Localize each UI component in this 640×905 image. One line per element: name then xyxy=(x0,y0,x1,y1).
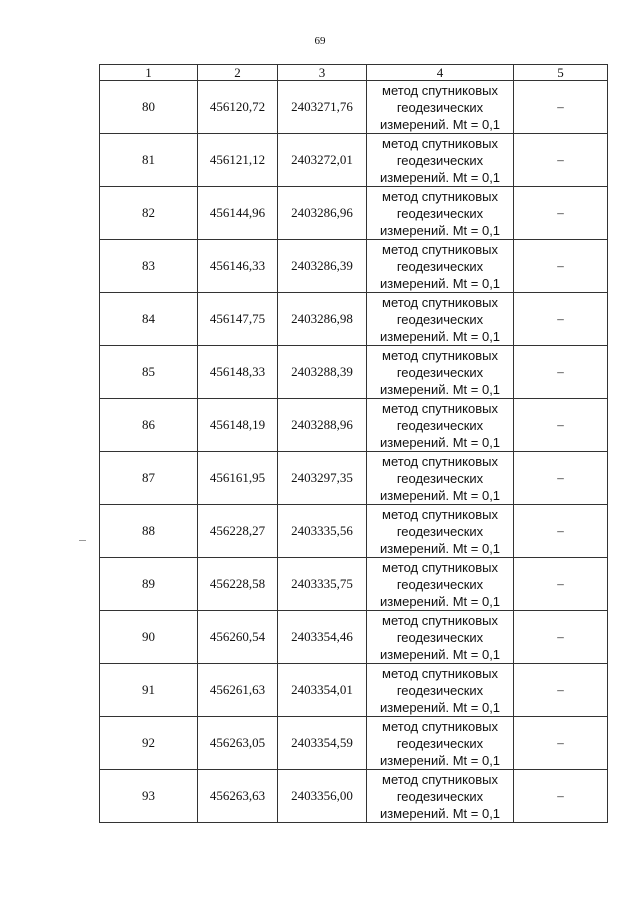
method-line: измерений. Mt = 0,1 xyxy=(379,593,501,609)
table-row xyxy=(100,399,608,452)
table-header-row xyxy=(100,65,608,81)
method-cell xyxy=(367,664,514,717)
method-cell xyxy=(367,611,514,664)
method-line: геодезических xyxy=(396,682,484,698)
note-cell: – xyxy=(514,187,608,240)
method-cell xyxy=(367,505,514,558)
method-line: геодезических xyxy=(396,788,484,804)
note-cell: – xyxy=(514,611,608,664)
method-line: измерений. Mt = 0,1 xyxy=(379,381,501,397)
table-row xyxy=(100,558,608,611)
method-line: геодезических xyxy=(396,523,484,539)
x-coordinate-cell: 456121,12 xyxy=(198,134,278,187)
x-coordinate-cell: 456147,75 xyxy=(198,293,278,346)
method-line: геодезических xyxy=(396,258,484,274)
note-cell: – xyxy=(514,399,608,452)
table-row xyxy=(100,187,608,240)
page-number: 69 xyxy=(314,35,326,47)
point-number-cell: 83 xyxy=(100,240,198,293)
method-line: измерений. Mt = 0,1 xyxy=(379,805,501,821)
point-number-cell: 85 xyxy=(100,346,198,399)
method-line: метод спутниковых xyxy=(382,400,498,416)
method-cell xyxy=(367,293,514,346)
y-coordinate-cell: 2403356,00 xyxy=(278,770,367,823)
point-number-cell: 84 xyxy=(100,293,198,346)
method-line: измерений. Mt = 0,1 xyxy=(379,328,501,344)
point-number-cell: 80 xyxy=(100,81,198,134)
point-number-cell: 92 xyxy=(100,717,198,770)
note-cell: – xyxy=(514,134,608,187)
method-line: метод спутниковых xyxy=(382,294,498,310)
x-coordinate-cell: 456263,05 xyxy=(198,717,278,770)
y-coordinate-cell: 2403288,39 xyxy=(278,346,367,399)
table-row xyxy=(100,81,608,134)
method-cell xyxy=(367,770,514,823)
method-line: метод спутниковых xyxy=(382,771,498,787)
table-row xyxy=(100,505,608,558)
table-row xyxy=(100,452,608,505)
point-number-cell: 87 xyxy=(100,452,198,505)
y-coordinate-cell: 2403335,75 xyxy=(278,558,367,611)
note-cell: – xyxy=(514,717,608,770)
method-cell xyxy=(367,134,514,187)
margin-mark xyxy=(79,540,86,541)
method-line: геодезических xyxy=(396,205,484,221)
table-row xyxy=(100,240,608,293)
x-coordinate-cell: 456261,63 xyxy=(198,664,278,717)
y-coordinate-cell: 2403335,56 xyxy=(278,505,367,558)
method-line: измерений. Mt = 0,1 xyxy=(379,540,501,556)
y-coordinate-cell: 2403271,76 xyxy=(278,81,367,134)
point-number-cell: 82 xyxy=(100,187,198,240)
point-number-cell: 86 xyxy=(100,399,198,452)
method-line: метод спутниковых xyxy=(382,718,498,734)
x-coordinate-cell: 456120,72 xyxy=(198,81,278,134)
x-coordinate-cell: 456263,63 xyxy=(198,770,278,823)
y-coordinate-cell: 2403297,35 xyxy=(278,452,367,505)
method-line: метод спутниковых xyxy=(382,559,498,575)
method-line: метод спутниковых xyxy=(382,612,498,628)
y-coordinate-cell: 2403286,39 xyxy=(278,240,367,293)
method-line: геодезических xyxy=(396,629,484,645)
y-coordinate-cell: 2403354,46 xyxy=(278,611,367,664)
method-line: измерений. Mt = 0,1 xyxy=(379,752,501,768)
note-cell: – xyxy=(514,664,608,717)
method-line: геодезических xyxy=(396,311,484,327)
table-row xyxy=(100,717,608,770)
x-coordinate-cell: 456228,27 xyxy=(198,505,278,558)
method-line: измерений. Mt = 0,1 xyxy=(379,169,501,185)
note-cell: – xyxy=(514,505,608,558)
x-coordinate-cell: 456260,54 xyxy=(198,611,278,664)
method-line: геодезических xyxy=(396,152,484,168)
method-cell xyxy=(367,558,514,611)
method-cell xyxy=(367,717,514,770)
method-line: метод спутниковых xyxy=(382,241,498,257)
y-coordinate-cell: 2403288,96 xyxy=(278,399,367,452)
point-number-cell: 91 xyxy=(100,664,198,717)
method-cell xyxy=(367,399,514,452)
x-coordinate-cell: 456161,95 xyxy=(198,452,278,505)
method-line: метод спутниковых xyxy=(382,135,498,151)
coordinates-table xyxy=(99,64,608,823)
note-cell: – xyxy=(514,240,608,293)
method-line: геодезических xyxy=(396,470,484,486)
method-line: метод спутниковых xyxy=(382,82,498,98)
header-cell-3: 3 xyxy=(278,65,367,81)
method-line: метод спутниковых xyxy=(382,506,498,522)
x-coordinate-cell: 456148,19 xyxy=(198,399,278,452)
table-row xyxy=(100,293,608,346)
y-coordinate-cell: 2403286,96 xyxy=(278,187,367,240)
note-cell: – xyxy=(514,558,608,611)
table-row xyxy=(100,134,608,187)
header-cell-5: 5 xyxy=(514,65,608,81)
method-cell xyxy=(367,346,514,399)
table-row xyxy=(100,664,608,717)
x-coordinate-cell: 456144,96 xyxy=(198,187,278,240)
x-coordinate-cell: 456148,33 xyxy=(198,346,278,399)
note-cell: – xyxy=(514,770,608,823)
point-number-cell: 81 xyxy=(100,134,198,187)
method-cell xyxy=(367,452,514,505)
method-cell xyxy=(367,240,514,293)
method-line: измерений. Mt = 0,1 xyxy=(379,275,501,291)
y-coordinate-cell: 2403286,98 xyxy=(278,293,367,346)
method-line: измерений. Mt = 0,1 xyxy=(379,699,501,715)
table-row xyxy=(100,346,608,399)
method-line: измерений. Mt = 0,1 xyxy=(379,434,501,450)
note-cell: – xyxy=(514,452,608,505)
table-row xyxy=(100,770,608,823)
point-number-cell: 90 xyxy=(100,611,198,664)
y-coordinate-cell: 2403354,01 xyxy=(278,664,367,717)
y-coordinate-cell: 2403272,01 xyxy=(278,134,367,187)
point-number-cell: 93 xyxy=(100,770,198,823)
method-line: метод спутниковых xyxy=(382,188,498,204)
method-line: геодезических xyxy=(396,576,484,592)
x-coordinate-cell: 456146,33 xyxy=(198,240,278,293)
method-line: геодезических xyxy=(396,364,484,380)
method-line: измерений. Mt = 0,1 xyxy=(379,487,501,503)
method-line: геодезических xyxy=(396,99,484,115)
method-cell xyxy=(367,81,514,134)
table-row xyxy=(100,611,608,664)
method-line: геодезических xyxy=(396,417,484,433)
header-cell-4: 4 xyxy=(367,65,514,81)
method-cell xyxy=(367,187,514,240)
method-line: геодезических xyxy=(396,735,484,751)
x-coordinate-cell: 456228,58 xyxy=(198,558,278,611)
method-line: метод спутниковых xyxy=(382,347,498,363)
header-cell-2: 2 xyxy=(198,65,278,81)
header-cell-1: 1 xyxy=(100,65,198,81)
note-cell: – xyxy=(514,293,608,346)
method-line: метод спутниковых xyxy=(382,453,498,469)
note-cell: – xyxy=(514,81,608,134)
method-line: измерений. Mt = 0,1 xyxy=(379,222,501,238)
method-line: измерений. Mt = 0,1 xyxy=(379,646,501,662)
note-cell: – xyxy=(514,346,608,399)
method-line: метод спутниковых xyxy=(382,665,498,681)
method-line: измерений. Mt = 0,1 xyxy=(379,116,501,132)
y-coordinate-cell: 2403354,59 xyxy=(278,717,367,770)
table-body xyxy=(100,81,608,823)
point-number-cell: 89 xyxy=(100,558,198,611)
point-number-cell: 88 xyxy=(100,505,198,558)
